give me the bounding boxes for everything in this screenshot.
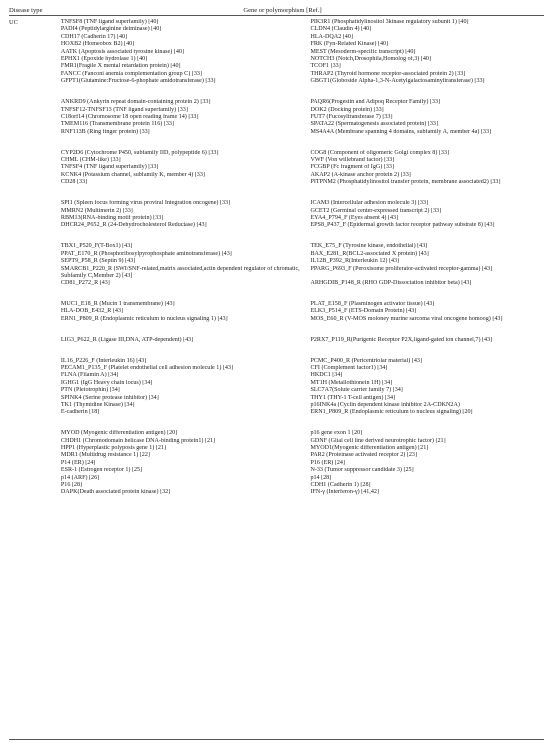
gene-cell-left: TNFSF4 (TNF ligand superfamily) [33] [60,164,159,171]
gene-cell-right: P2RX7_P119_R(Purigenic Receptor P2X,ligand-gated ion channel,7) [43] [310,336,493,343]
gene-cell-right: p14 [28] [310,474,332,481]
gene-cell-right: COG8 (Component of oligomeric Golgi complex 8) [33] [310,149,450,156]
gene-cell-right: MEST (Mesoderm-specific transcript) [40] [310,48,416,55]
gene-cell-left: MDR1 (Multidrug resistance 1) [22] [60,452,150,459]
gene-cell-left: CD81_P272_R [43] [60,279,110,286]
gene-cell-right: TEK_E75_F (Tyrosine kinase, endothelial) [43] [310,243,428,250]
gene-cell-left: MMRN2 (Multimerin 2) [33] [60,207,133,214]
gene-cell-left: p14 (ARF) [26] [60,474,100,481]
gene-cell-left: IL16_P226_F (Interleukin 16) [43] [60,357,147,364]
gene-cell-left: TMEM116 (Transmembrane protein 116) [33] [60,121,174,128]
gene-cell-left: AATK (Apoptosis associated tyrosine kinase) [40] [60,48,184,55]
gene-cell-left: PADI4 (Peptidylarginine deiminase) [40] [60,26,162,33]
gene-cell-right: CDH1 (Cadherin 1) [28] [310,482,371,489]
gene-cell-left: SEPT9_P58_R (Septin 9) [43] [60,258,136,265]
header-disease-type: Disease type [9,6,43,14]
gene-cell-left: PPAT_E170_R (Phosphoribosylpyrophosphate aminotransferase) [43] [60,250,232,257]
gene-column-right [310,19,544,497]
gene-cell-left: EPHX1 (Epoxide hydrolase 1) [40] [60,55,148,62]
gene-cell-right: PLAT_E158_F (Plasminogen activator tissue) [43] [310,300,435,307]
gene-cell-right: SLC7A7(Solute carrier family 7) [34] [310,387,403,394]
gene-cell-right: FCGBP (Fc fragment of IgG) [33] [310,164,394,171]
gene-cell-right: ARHGDIB_P148_R (RHO GDP-Dissociation inhibitor beta) [43] [310,279,472,286]
gene-column-left [61,19,311,497]
gene-cell-right: SPATA22 (Spermatogenesis associated protein) [33] [310,121,439,128]
gene-cell-right: IL12B_P392_R(Interleukin 12) [43] [310,258,400,265]
gene-cell-left: CD28 [33] [60,179,88,186]
gene-cell-right: BAX_E281_R(BCL2-associated X protein) [43] [310,250,429,257]
gene-cell-right: MYOD1(Myogenic differentiation antigen) [21] [310,445,429,452]
gene-cell-left: HLA-DOB_E432_R [43] [60,308,124,315]
gene-cell-left: HPP1 (Hyperplastic polyposis gene 1) [21] [60,445,167,452]
gene-cell-left: PECAM1_P135_F (Platelet endothelial cell adhesion molecule 1) [43] [60,364,234,371]
gene-cell-left: ERN1_P809_R (Endoplasmic reticulum to nucleus signaling 1) [43] [60,315,228,322]
gene-cell-left: DHCR24_P652_R (24-Dehydrocholesterol Reductase) [43] [60,222,207,229]
gene-cell-right: CFI (Complement factor1) [34] [310,364,388,371]
footer-rule [9,739,544,740]
gene-cell-left: IGHG1 (IgG Heavy chain locus) [34] [60,379,153,386]
gene-cell-left: KCNK4 (Potassium channel, subfamily K, member 4) [33] [60,171,205,178]
gene-cell-right: ELK3_P514_F (ETS-Domain Protein) [43] [310,308,417,315]
gene-cell-left: P14 (ER) [24] [60,459,96,466]
gene-cell-left: FMR1(Fragile X mental retardation protein) [40] [60,63,181,70]
gene-cell-left: FANCC (Fanconi anemia complementation group C) [33] [60,70,202,77]
gene-cell-right: IFN-γ (Interferon-γ) [41,42] [310,489,379,496]
gene-cell-right: p16INK4a (Cyclin dependent kinase inhibitor 2A-CDKN2A) [310,401,460,408]
gene-cell-left: TBX1_P520_F(T-Box1) [43] [60,243,133,250]
gene-cell-left: SPI1 (Spleen focus forming virus proviral Integration oncogene) [33] [60,200,231,207]
gene-cell-right: THRAP2 (Thyroid hormone receptor-associated protein 2) [33] [310,70,466,77]
gene-cell-left: CHML (CHM-like) [33] [60,157,121,164]
gene-cell-left: SPINK4 (Serine protease inhibitor) [34] [60,394,159,401]
gene-cell-right: PITPNM2 (Phosphatidylinositol transfer protein, membrane associated2) [33] [310,179,501,186]
gene-cell-left: TNFSF8 (TNF ligand superfamily) [40] [60,19,159,25]
gene-cell-right: DOK2 (Docking protein) [33] [310,106,384,113]
gene-cell-left: MUC1_E18_R (Mucin 1 transmembrane) [43] [60,300,175,307]
gene-cell-right: MOS_E60_R (V-MOS moloney murine sarcoma viral oncogene homoog) [43] [310,315,503,322]
gene-cell-right: PAQR6(Progestin and Adipoq Receptor Family) [33] [310,99,441,106]
gene-cell-left: P16 [28] [60,482,83,489]
gene-cell-left: HOXB2 (Homeobox B2) [40] [60,41,135,48]
gene-cell-left: CYP2D6 (Cytochrome P450, subfamily IID, polypeptide 6) [33] [60,149,219,156]
gene-cell-right: GDNF (Glial cell line derived neurotrophic factor) [21] [310,437,446,444]
gene-cell-right: ERN1_P809_R (Endoplasmic reticulum to nucleus signaling) [20] [310,409,473,416]
gene-cell-right: CLDN4 (Claudin 4) [40] [310,26,372,33]
gene-cell-left: MYOD (Myogenic differentiation antigen) [20] [60,430,178,437]
gene-cell-left: CHDH1 (Chromodomain helicase DNA-binding protein1) [21] [60,437,216,444]
gene-cell-left: E-cadherin [18] [60,409,100,416]
gene-cell-right: HLA-DQA2 [40] [310,33,353,40]
gene-cell-right: THY1 (THY-1 T-cell antigen) [34] [310,394,396,401]
gene-cell-left: FLNA (Filamin A) [34] [60,372,119,379]
gene-cell-right: p16 gene exon 1 [20] [310,430,363,437]
gene-cell-right: TCOF1 [33] [310,63,341,70]
gene-cell-right: GCET2 (Germinal center-expressed transcript 2) [33] [310,207,442,214]
gene-cell-left: CDH17 (Cadherin 17) [40] [60,33,128,40]
gene-cell-right: PIK3R1 (Phosphatidylinositol 3kinase regulatory subunit 1) [40] [310,19,469,25]
table-header [9,2,544,15]
disease-type-cell: UC [9,19,18,26]
gene-cell-right: GBGT1(Globoside Alpha-1,3-N-Acetylgalactosaminyltransferase) [33] [310,78,485,85]
gene-cell-left: DAPK(Death associated protein kinase) [32] [60,489,171,496]
gene-cell-left: PTN (Pleiotrophin) [34] [60,387,120,394]
gene-cell-right: HKDC1 [34] [310,372,343,379]
header-gene-polymorphism: Gene or polymorphism [Ref.] [243,6,322,14]
gene-cell-left: ANKRD9 (Ankyrin repeat domain-containing protein 2) [33] [60,99,211,106]
gene-cell-left: TK1 (Thymidine Kinase) [34] [60,401,135,408]
gene-cell-right: EPS8_P437_F (Epidermal growth factor receptor pathway substrate 8) [43] [310,222,495,229]
gene-cell-right: MT1H (Metallothionein 1H) [34] [310,379,393,386]
gene-cell-right: MS4A4A (Membrane spanning 4 domains, subfamily A, member 4a) [33] [310,128,492,135]
gene-cell-left: RBM13(RNA-binding motif protein) [33] [60,215,164,222]
gene-cell-right: VWF (Von willebrand factor) [33] [310,157,395,164]
gene-cell-right: FUT7 (Fucosyltransferase 7) [33] [310,113,393,120]
gene-cell-right: EYA4_P794_F (Eyes absent 4) [43] [310,215,399,222]
gene-cell-right: PPARG_P693_F (Peroxisome proliferator-activated receptor-gamma) [43] [310,265,493,272]
gene-cell-left: ESR-1 (Estrogen receptor 1) [25] [60,467,143,474]
gene-cell-left: SMARCB1_P220_R (SWI/SNF-related,matrix associated,actin dependent regulator of chromatic, Subfamily C,Member 2) [43] [60,265,300,279]
gene-cell-right: ICAM3 (Intercellular adhesion molecule 3) [33] [310,200,429,207]
gene-cell-right: N-33 (Tumor suppressor candidate 3) [25] [310,467,414,474]
gene-cell-right: NOTCH3 (Notch,Drosophila,Homolog of,3) [40] [310,55,431,62]
gene-cell-right: PAR2 (Proteinase activated receptor 2) [23] [310,452,417,459]
gene-cell-left: TNFSF12-TNFSF13 (TNF ligand superfamily) [33] [60,106,188,113]
gene-cell-right: AKAP2 (A-kinase anchor protein 2) [33] [310,171,411,178]
gene-cell-right: PCMC_P400_R (Pericentriolar material) [43] [310,357,422,364]
gene-cell-right: FRK (Fyn-Related Kinase) [40] [310,41,389,48]
table-body [9,16,544,497]
gene-cell-left: C18orf14 (Chromosome 18 open reading frame 14) [33] [60,113,199,120]
gene-cell-right: P16 (ER) [24] [310,459,345,466]
gene-cell-left: RNF113B (Ring finger protein) [33] [60,128,150,135]
gene-cell-left: LIG3_P622_R (Ligase III,DNA, ATP-dependent) [43] [60,336,194,343]
gene-cell-left: GFPT1(Glutamine:Fructose-6-phophate amidotransferase) [33] [60,78,216,85]
